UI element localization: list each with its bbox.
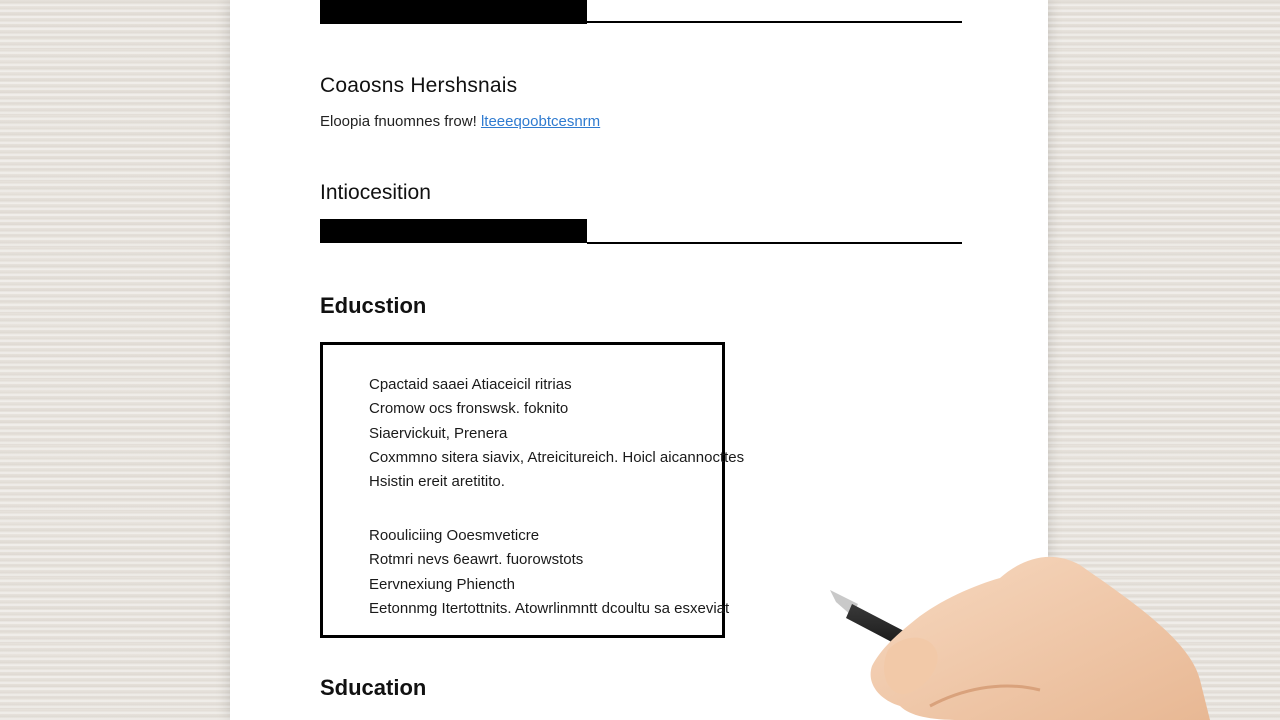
education-line: Siaervickuit, Prenera xyxy=(369,425,508,442)
education-line: Hsistin ereit aretitito. xyxy=(369,473,505,490)
section-title-education: Educstion xyxy=(320,293,427,318)
education-line: Coxmmno sitera siavix, Atreicitureich. Hoicl aicannocttes xyxy=(369,449,745,466)
intro-rule-thin xyxy=(587,242,962,244)
section-title-bottom: Sducation xyxy=(320,675,427,700)
header-rule-heavy xyxy=(320,0,587,24)
education-line: Eetonnmg Itertottnits. Atowrlinmntt dcoultu sa esxeviat xyxy=(369,600,730,617)
education-line: Cromow ocs fronswsk. foknito xyxy=(369,400,569,417)
intro-rule-heavy xyxy=(320,219,587,243)
education-line: Roouliciing Ooesmveticre xyxy=(369,527,540,544)
contact-link[interactable]: lteeeqoobtcesnrm xyxy=(480,113,601,130)
education-line: Rotmri nevs 6eawrt. fuorowstots xyxy=(369,551,584,568)
contact-text: Eloopia fnuomnes frow! xyxy=(320,113,477,130)
desk-surface-right xyxy=(1048,0,1280,720)
section-title-intro: Intiocesition xyxy=(320,181,431,204)
desk-surface-left xyxy=(0,0,230,720)
resume-sheet xyxy=(230,0,1048,720)
education-line: Eervnexiung Phiencth xyxy=(369,576,515,593)
candidate-name: Coaosns Hershsnais xyxy=(320,74,518,97)
header-rule-thin xyxy=(587,21,962,23)
contact-line xyxy=(320,113,600,130)
education-line: Cpactaid saaei Atiaceicil ritrias xyxy=(369,376,572,393)
